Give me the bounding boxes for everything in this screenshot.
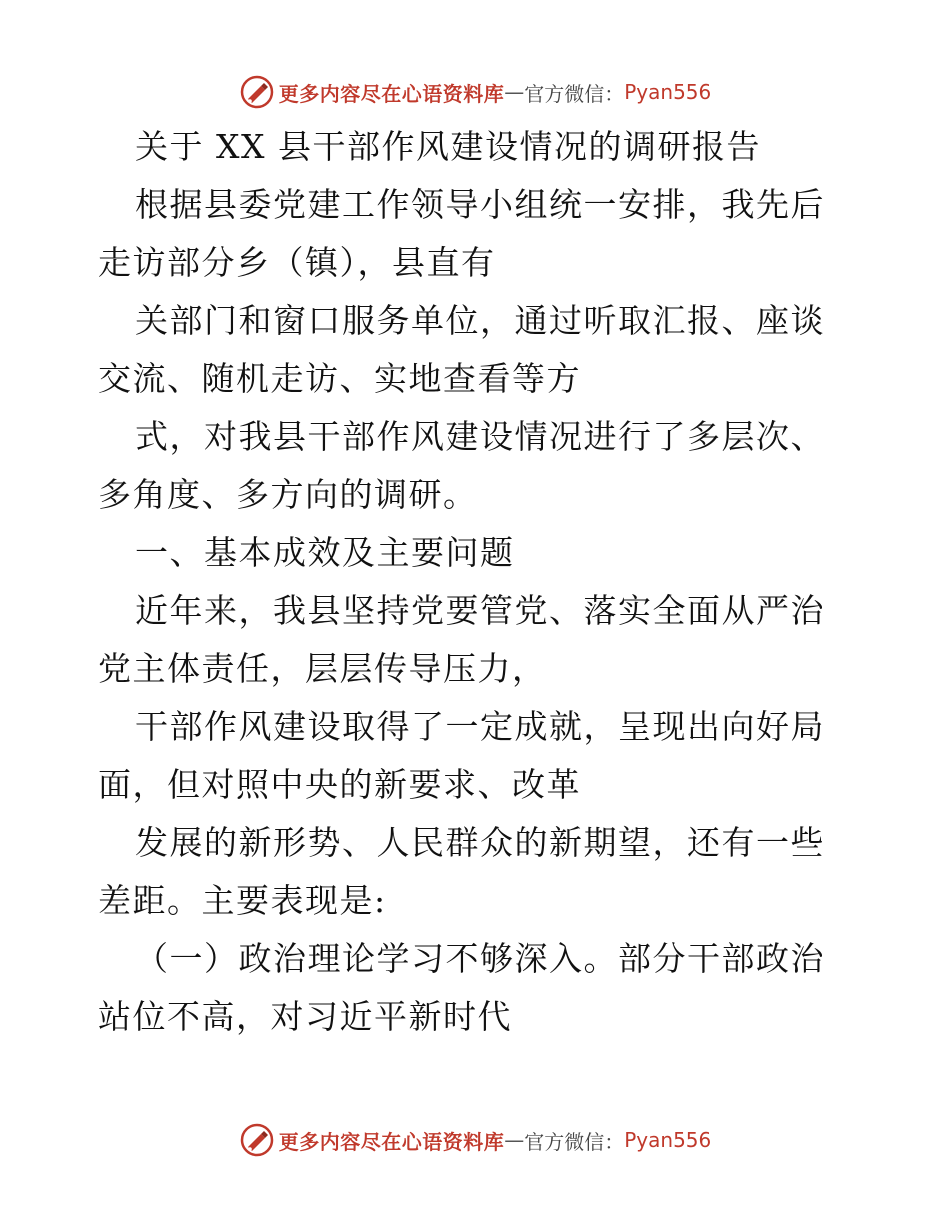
banner-wechat-label: 官方微信： [524,81,625,106]
pen-logo-icon [239,74,275,110]
paragraph: （一）政治理论学习不够深入。部分干部政治站位不高，对习近平新时代 [98,939,825,1036]
banner-dash: — [504,80,525,104]
header-watermark-banner [0,72,950,112]
paragraph: 近年来，我县坚持党要管党、落实全面从严治党主体责任，层层传导压力， [98,591,825,688]
footer-watermark-banner [0,1120,950,1160]
document-title: 关于 XX 县干部作风建设情况的调研报告 [135,127,761,166]
banner-wechat-id: Pyan556 [624,1128,712,1152]
paragraph: 关部门和窗口服务单位，通过听取汇报、座谈交流、随机走访、实地查看等方 [98,301,825,398]
banner-main-text: 更多内容尽在心语资料库 [278,81,505,106]
paragraph: 发展的新形势、人民群众的新期望，还有一些差距。主要表现是: [98,823,825,920]
banner-main-text: 更多内容尽在心语资料库 [278,1129,505,1154]
document-body [98,118,858,1046]
paragraph: 式，对我县干部作风建设情况进行了多层次、多角度、多方向的调研。 [98,417,825,514]
banner-dash: — [504,1128,525,1152]
banner-wechat-id: Pyan556 [624,80,712,104]
paragraph: 干部作风建设取得了一定成就，呈现出向好局面，但对照中央的新要求、改革 [98,707,825,804]
banner-wechat-label: 官方微信： [524,1129,625,1154]
section-heading: 一、基本成效及主要问题 [135,533,515,572]
paragraph: 根据县委党建工作领导小组统一安排，我先后走访部分乡（镇），县直有 [98,185,825,282]
pen-logo-icon [239,1122,275,1158]
